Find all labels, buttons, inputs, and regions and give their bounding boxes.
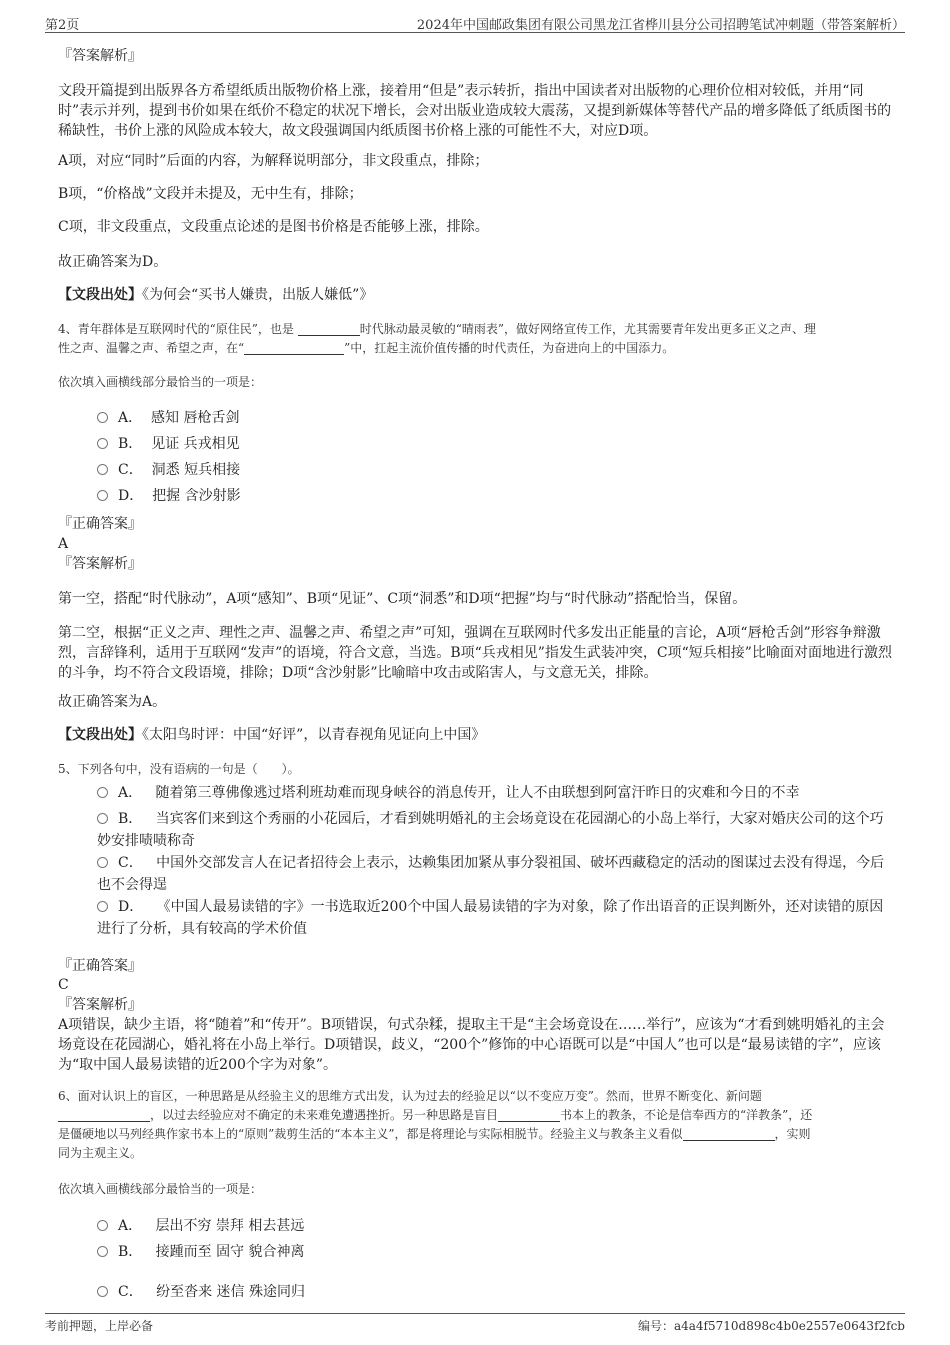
q4-answer-label: 『正确答案』 <box>58 516 142 532</box>
q4-stem-part: 时代脉动最灵敏的“晴雨表”，做好网络宣传工作，尤其需要青年发出更多正义之声、理 <box>359 322 817 336</box>
option-text: 见证 兵戎相见 <box>151 436 240 452</box>
option-letter: A． <box>118 785 143 801</box>
q4-analysis-label: 『答案解析』 <box>58 556 142 572</box>
q6-stem-part: 书本上的教条，不论是信奉西方的“洋教条”，还 <box>560 1108 813 1122</box>
q4-source-text: 《太阳鸟时评：中国“好评”，以青春视角见证向上中国》 <box>142 727 486 743</box>
radio-icon[interactable] <box>97 787 108 798</box>
option-text: 中国外交部发言人在记者招待会上表示，达赖集团加紧从事分裂祖国、破坏西藏稳定的活动的图谋过去没有得逞，今后也不会得逞 <box>97 855 885 893</box>
q5-option-d[interactable] <box>97 896 892 940</box>
radio-icon[interactable] <box>97 1220 108 1231</box>
radio-icon[interactable] <box>97 438 108 449</box>
q6-prompt: 依次填入画横线部分最恰当的一项是： <box>58 1182 263 1196</box>
option-letter: C． <box>118 1284 143 1300</box>
q4-stem-part: ”中，扛起主流价值传播的时代责任，为奋进向上的中国添力。 <box>344 341 675 355</box>
radio-icon[interactable] <box>97 1286 108 1297</box>
q3-analysis-para5: 故正确答案为D。 <box>58 254 168 270</box>
footer-slogan: 考前押题，上岸必备 <box>45 1319 154 1333</box>
q6-stem-part: 是僵硬地以马列经典作家书本上的“原则”裁剪生活的“本本主义”，都是将理论与实际相脱节。经验主义与教条主义看似 <box>58 1127 683 1141</box>
option-letter: A． <box>118 410 143 426</box>
q4-stem-part: 性之声、温馨之声、希望之声，在“ <box>58 341 245 355</box>
q4-option-a[interactable] <box>97 407 239 429</box>
q3-analysis-label: 『答案解析』 <box>58 48 142 64</box>
q5-analysis-label: 『答案解析』 <box>58 997 142 1013</box>
option-letter: C． <box>118 855 143 871</box>
q4-source-label: 【文段出处】 <box>58 727 142 743</box>
q4-option-c[interactable] <box>97 459 240 481</box>
radio-icon[interactable] <box>97 901 108 912</box>
q5-option-b[interactable] <box>97 808 892 852</box>
q5-answer-label: 『正确答案』 <box>58 958 142 974</box>
q5-analysis: A项错误，缺少主语，将“随着”和“传开”。B项错误，句式杂糅，提取主干是“主会场竟设在……举行”，应该为“才看到姚明婚礼的主会场竟设在花园湖心，婚礼将在小岛上举行。D项错误，歧义，“200个”修饰的中心语既可以是“中国人”也可以是“最易读错的字”，应该为“取中国人最易读错的近200个字为对象”。 <box>58 1017 885 1073</box>
option-text: 把握 含沙射影 <box>152 488 241 504</box>
q6-option-c[interactable] <box>97 1281 305 1303</box>
q3-analysis-para4: C项，非文段重点，文段重点论述的是图书价格是否能够上涨，排除。 <box>58 219 489 235</box>
page-header <box>45 12 905 33</box>
radio-icon[interactable] <box>97 857 108 868</box>
q6-blank-2 <box>498 1107 560 1122</box>
option-letter: D． <box>118 899 144 915</box>
option-text: 洞悉 短兵相接 <box>151 462 241 478</box>
q4-analysis-para1: 第一空，搭配“时代脉动”，A项“感知”、B项“见证”、C项“洞悉”和D项“把握”均与“时代脉动”搭配恰当，保留。 <box>58 591 747 607</box>
q6-stem-part: ，以过去经验应对不确定的未来难免遭遇挫折。另一种思路是盲目 <box>150 1108 499 1122</box>
option-text: 层出不穷 崇拜 相去甚远 <box>155 1218 305 1234</box>
option-letter: B． <box>118 436 143 452</box>
q6-stem <box>58 1087 893 1163</box>
radio-icon[interactable] <box>97 490 108 501</box>
option-text: 纷至沓来 迷信 殊途同归 <box>156 1284 305 1300</box>
q4-blank-2 <box>244 340 344 355</box>
q4-blank-1 <box>298 321 360 336</box>
option-letter: C． <box>118 462 143 478</box>
q4-stem-part: 4、青年群体是互联网时代的“原住民”，也是 <box>58 322 294 336</box>
q6-blank-3 <box>683 1126 775 1141</box>
q5-option-a[interactable] <box>97 782 892 804</box>
q6-stem-part: ，实则 <box>774 1127 811 1141</box>
q5-stem: 5、下列各句中，没有语病的一句是（ ）。 <box>58 762 300 776</box>
q4-analysis-para2: 第二空，根据“正义之声、理性之声、温馨之声、希望之声”可知，强调在互联网时代多发出正能量的言论，A项“唇枪舌剑”形容争辩激烈，言辞锋利，适用于互联网“发声”的语境，符合文意，当选。B项“兵戎相见”指发生武装冲突，C项“短兵相接”比喻面对面地进行激烈的斗争，均不符合文段语境，排除；D项“含沙射影”比喻暗中攻击或陷害人，与文意无关，排除。 <box>58 625 892 681</box>
option-text: 感知 唇枪舌剑 <box>151 410 240 426</box>
q3-analysis-para1: 文段开篇提到出版界各方希望纸质出版物价格上涨，接着用“但是”表示转折，指出中国读者对出版物的心理价位相对较低，并用“同时”表示并列，提到书价如果在纸价不稳定的状况下增长，会对出版业造成较大震荡，又提到新媒体等替代产品的增多降低了纸质图书的稀缺性，书价上涨的风险成本较大，故文段强调国内纸质图书价格上涨的可能性不大，对应D项。 <box>58 83 892 139</box>
option-text: 随着第三尊佛像逃过塔利班劫难而现身峡谷的消息传开，让人不由联想到阿富汗昨日的灾难和今日的不幸 <box>155 785 800 801</box>
q3-analysis-para3: B项，“价格战”文段并未提及，无中生有，排除； <box>58 186 363 202</box>
document-title: 2024年中国邮政集团有限公司黑龙江省桦川县分公司招聘笔试冲刺题（带答案解析） <box>416 18 905 33</box>
footer-code: 编号：a4a4f5710d898c4b0e2557e0643f2fcb <box>637 1319 905 1333</box>
q4-source <box>58 725 485 745</box>
q6-stem-part: 6、面对认识上的盲区，一种思路是从经验主义的思维方式出发，认为过去的经验足以“以不变应万变”。然而，世界不断变化、新问题 <box>58 1089 762 1103</box>
q3-source-label: 【文段出处】 <box>58 287 142 303</box>
radio-icon[interactable] <box>97 464 108 475</box>
q6-option-a[interactable] <box>97 1215 304 1237</box>
page-number: 第2页 <box>45 18 80 33</box>
option-letter: A． <box>118 1218 143 1234</box>
radio-icon[interactable] <box>97 813 108 824</box>
q4-prompt: 依次填入画横线部分最恰当的一项是： <box>58 375 263 389</box>
q4-analysis-para3: 故正确答案为A。 <box>58 694 167 710</box>
q3-source-text: 《为何会“买书人嫌贵，出版人嫌低”》 <box>142 287 374 303</box>
q6-stem-part: 同为主观主义。 <box>58 1146 143 1160</box>
q6-blank-1 <box>58 1107 150 1122</box>
option-letter: D． <box>118 488 144 504</box>
radio-icon[interactable] <box>97 412 108 423</box>
option-letter: B． <box>118 811 143 827</box>
q5-option-c[interactable] <box>97 852 892 896</box>
option-text: 接踵而至 固守 貌合神离 <box>155 1244 305 1260</box>
q4-stem <box>58 320 893 358</box>
q4-option-d[interactable] <box>97 485 241 507</box>
q5-answer: C <box>58 977 69 993</box>
q3-source <box>58 285 373 305</box>
option-text: 《中国人最易读错的字》一书选取近200个中国人最易读错的字为对象，除了作出语音的正误判断外，还对读错的原因进行了分析，具有较高的学术价值 <box>97 899 884 937</box>
q3-analysis-para2: A项，对应“同时”后面的内容，为解释说明部分，非文段重点，排除； <box>58 153 489 169</box>
radio-icon[interactable] <box>97 1246 108 1257</box>
q6-option-b[interactable] <box>97 1241 305 1263</box>
page-footer <box>45 1313 905 1334</box>
q4-answer: A <box>58 536 69 552</box>
q4-option-b[interactable] <box>97 433 240 455</box>
option-text: 当宾客们来到这个秀丽的小花园后，才看到姚明婚礼的主会场竟设在花园湖心的小岛上举行，大家对婚庆公司的这个巧妙安排啧啧称奇 <box>97 811 884 849</box>
option-letter: B． <box>118 1244 143 1260</box>
